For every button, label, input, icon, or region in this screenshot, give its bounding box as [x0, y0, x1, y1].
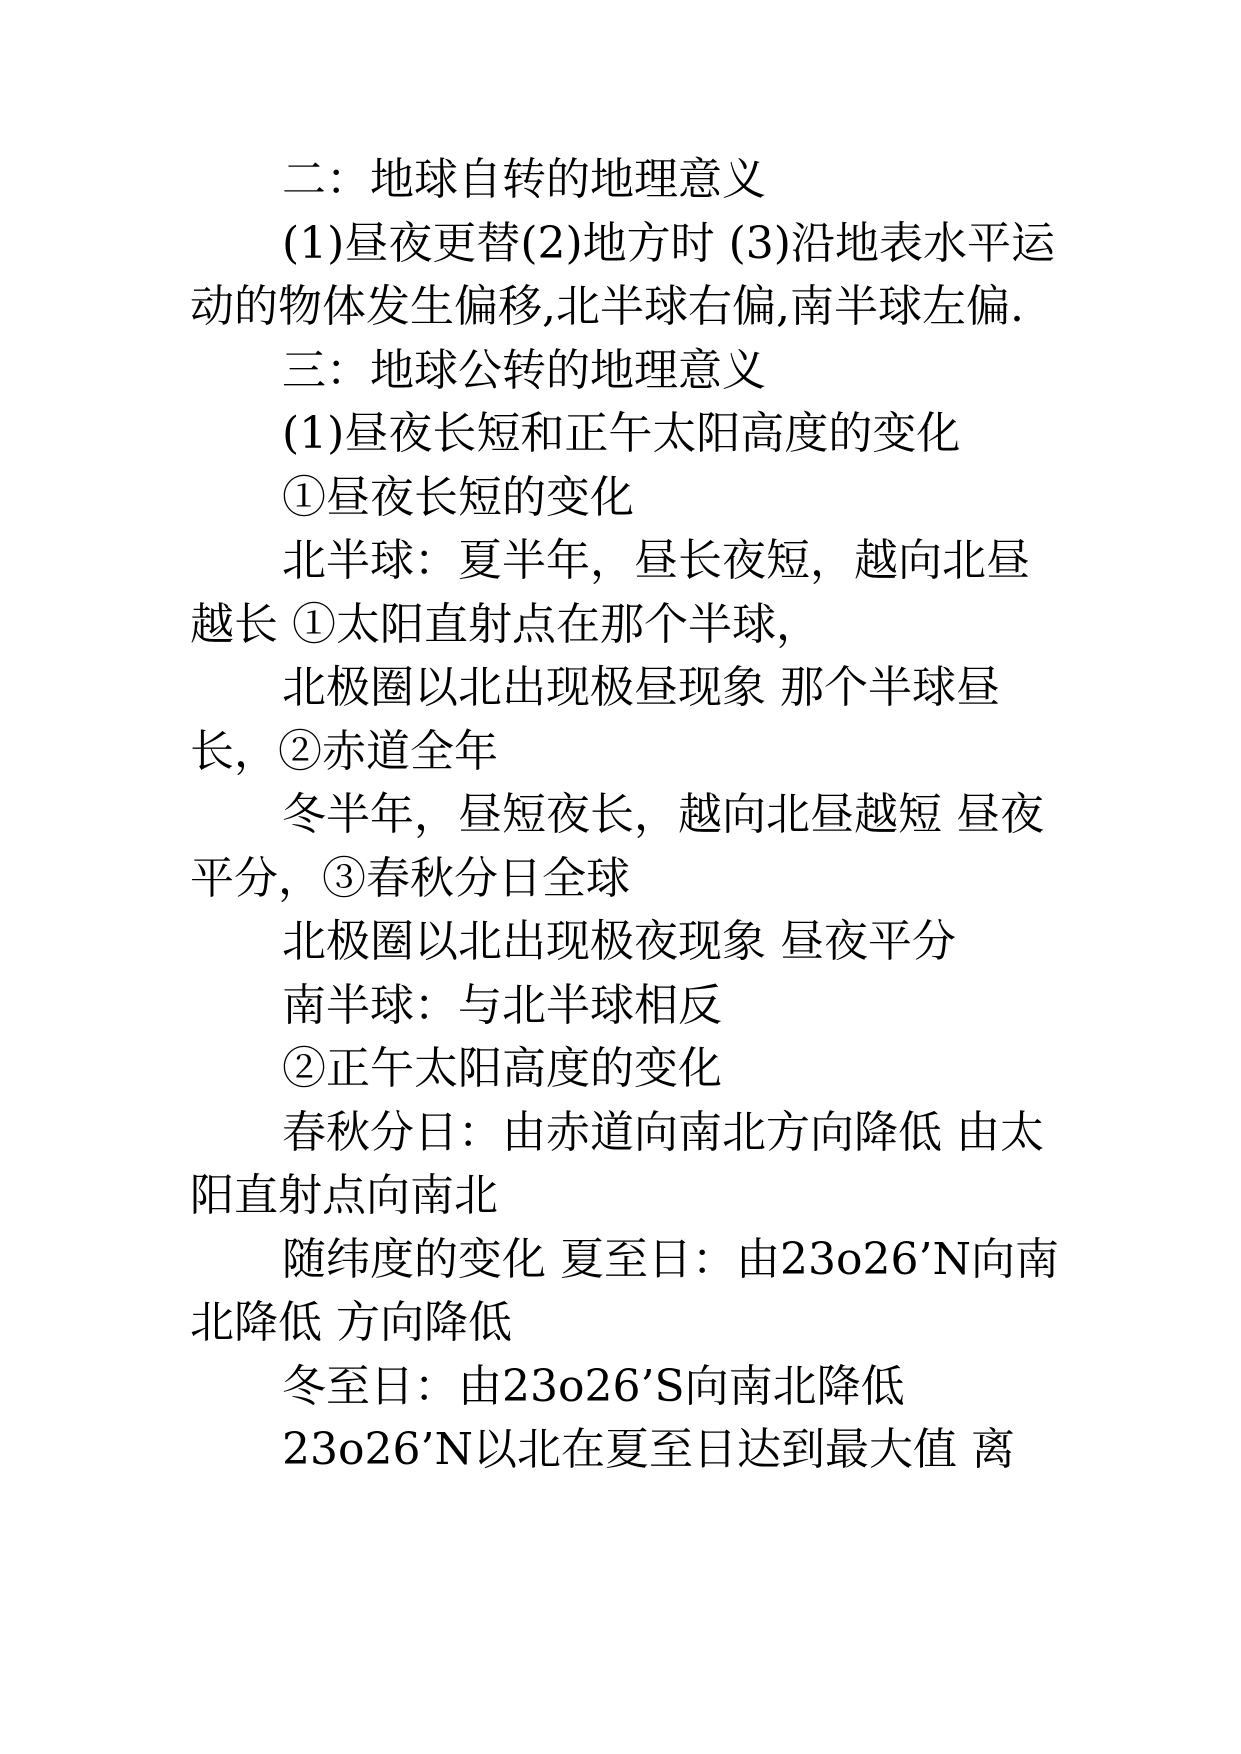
paragraph: 北极圈以北出现极夜现象 昼夜平分: [282, 916, 956, 967]
paragraph: 23o26’N以北在夏至日达到最大值 离: [282, 1424, 1015, 1475]
paragraph: 南半球：与北半球相反: [282, 979, 722, 1031]
paragraph: 春秋分日：由赤道向南北方向降低 由太阳直射点向南北: [190, 1106, 1044, 1221]
paragraph: (1)昼夜长短和正午太阳高度的变化: [282, 408, 961, 459]
paragraph: (1)昼夜更替(2)地方时 (3)沿地表水平运动的物体发生偏移,北半球右偏,南半球左偏.: [190, 217, 1055, 332]
paragraph: 随纬度的变化 夏至日：由23o26’N向南北降低 方向降低: [190, 1233, 1059, 1348]
section-heading-rotation: 二：地球自转的地理意义: [282, 154, 766, 205]
paragraph: 冬半年，昼短夜长，越向北昼越短 昼夜平分，③春秋分日全球: [190, 789, 1044, 904]
paragraph: ②正午太阳高度的变化: [282, 1043, 722, 1094]
paragraph: 北极圈以北出现极昼现象 那个半球昼长，②赤道全年: [190, 662, 1000, 777]
document-body: [190, 148, 1070, 1482]
paragraph: 北半球：夏半年，昼长夜短，越向北昼越长 ①太阳直射点在那个半球，: [190, 535, 1030, 650]
paragraph: ①昼夜长短的变化: [282, 471, 634, 523]
section-heading-revolution: 三：地球公转的地理意义: [282, 344, 766, 396]
paragraph: 冬至日：由23o26’S向南北降低: [282, 1360, 905, 1412]
